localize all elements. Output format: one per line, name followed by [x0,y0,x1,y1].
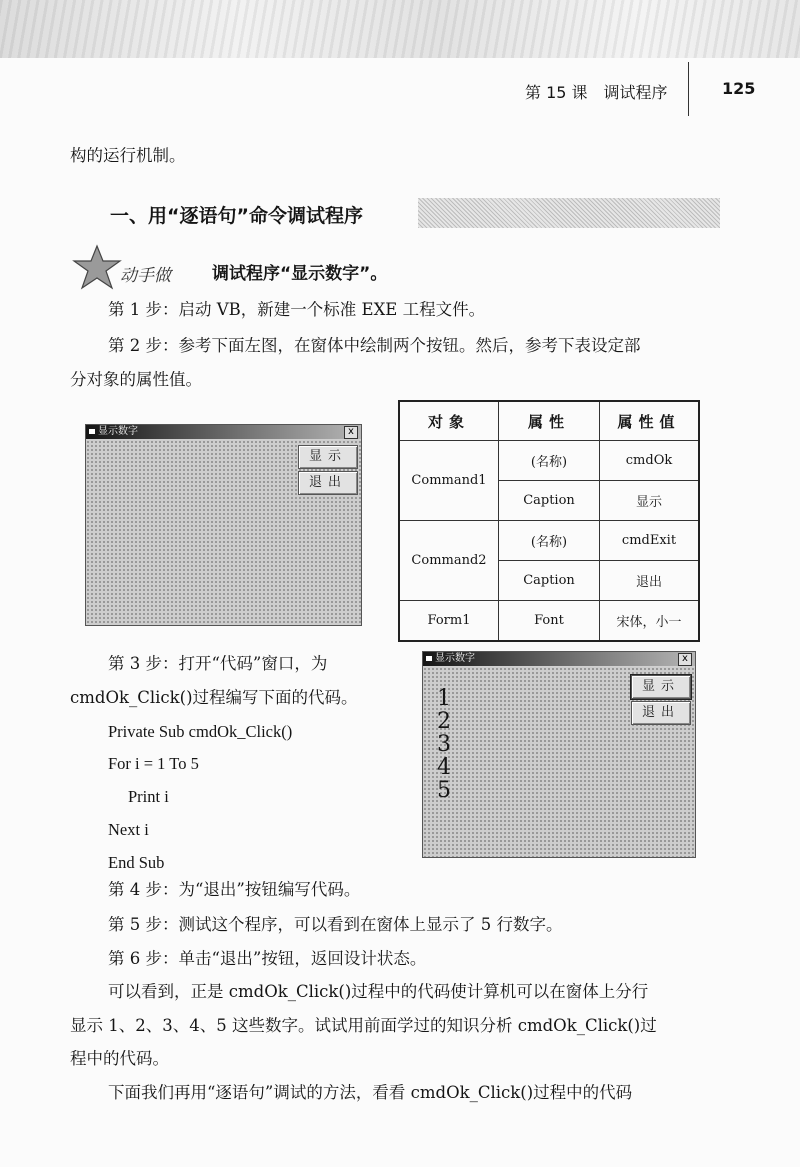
step-5: 第 5 步：测试这个程序，可以看到在窗体上显示了 5 行数字。 [108,915,563,934]
header-object: 对象 [399,401,499,441]
heading-decoration-band [418,198,720,228]
output-line: 4 [437,755,451,780]
property-cell: Caption [499,481,600,521]
step-4: 第 4 步：为“退出”按钮编写代码。 [108,880,361,899]
output-line: 5 [437,778,451,803]
closing-line-1: 可以看到，正是 cmdOk_Click()过程中的代码使计算机可以在窗体上分行 [108,982,649,1001]
object-cell: Command1 [399,441,499,521]
table-header-row [399,401,699,441]
show-button[interactable]: 显示 [631,675,691,699]
form-icon [426,656,432,661]
running-header-lesson: 第 15 课 调试程序 [525,83,668,102]
exit-button[interactable]: 退出 [631,701,691,725]
value-cell: 宋体，小一 [600,601,700,642]
step-1: 第 1 步：启动 VB，新建一个标准 EXE 工程文件。 [108,300,486,319]
closing-line-2: 显示 1、2、3、4、5 这些数字。试试用前面学过的知识分析 cmdOk_Click()过 [70,1016,657,1035]
code-line: Print i [128,787,169,806]
object-cell: Command2 [399,521,499,601]
property-cell: Caption [499,561,600,601]
table-row [399,601,699,642]
design-form-window [85,424,362,626]
activity-label: 动手做 [120,266,171,286]
output-line: 3 [437,732,451,757]
output-line: 1 [437,686,451,711]
value-cell: cmdExit [600,521,700,561]
output-line: 2 [437,709,451,734]
show-button[interactable]: 显示 [298,445,358,469]
step-3-line-2: cmdOk_Click()过程编写下面的代码。 [70,688,358,707]
form-icon [89,429,95,434]
object-cell: Form1 [399,601,499,642]
run-form-titlebar [423,652,695,666]
code-line: Private Sub cmdOk_Click() [108,722,293,741]
activity-title: 调试程序“显示数字”。 [212,264,388,284]
exit-button[interactable]: 退出 [298,471,358,495]
close-icon[interactable]: x [678,653,692,666]
closing-line-4: 下面我们再用“逐语句”调试的方法，看看 cmdOk_Click()过程中的代码 [108,1083,633,1102]
page-number: 125 [722,79,756,98]
value-cell: 退出 [600,561,700,601]
property-cell: (名称) [499,521,600,561]
code-line: Next i [108,820,149,839]
printed-output [437,687,451,802]
design-form-canvas [86,440,361,625]
step-2-line-2: 分对象的属性值。 [70,370,202,389]
run-form-window [422,651,696,858]
header-value: 属性值 [600,401,700,441]
code-line: End Sub [108,853,165,872]
header-property: 属性 [499,401,600,441]
design-form-titlebar [86,425,361,439]
design-form-title: 显示数字 [98,426,138,437]
value-cell: 显示 [600,481,700,521]
closing-line-3: 程中的代码。 [70,1049,169,1068]
close-icon[interactable]: x [344,426,358,439]
section-heading: 一、用“逐语句”命令调试程序 [110,205,363,227]
star-icon [72,244,122,290]
run-form-title: 显示数字 [435,653,475,664]
step-6: 第 6 步：单击“退出”按钮，返回设计状态。 [108,949,427,968]
intro-continuation: 构的运行机制。 [70,146,186,165]
code-line: For i = 1 To 5 [108,754,199,773]
property-table [398,400,700,642]
step-2-line-1: 第 2 步：参考下面左图，在窗体中绘制两个按钮。然后，参考下表设定部 [108,336,641,355]
step-3-line-1: 第 3 步：打开“代码”窗口，为 [108,654,328,673]
table-row [399,441,699,481]
value-cell: cmdOk [600,441,700,481]
table-row [399,521,699,561]
decorative-header-banner [0,0,800,58]
run-form-canvas [423,667,695,857]
header-divider [688,62,689,116]
property-cell: Font [499,601,600,642]
property-cell: (名称) [499,441,600,481]
